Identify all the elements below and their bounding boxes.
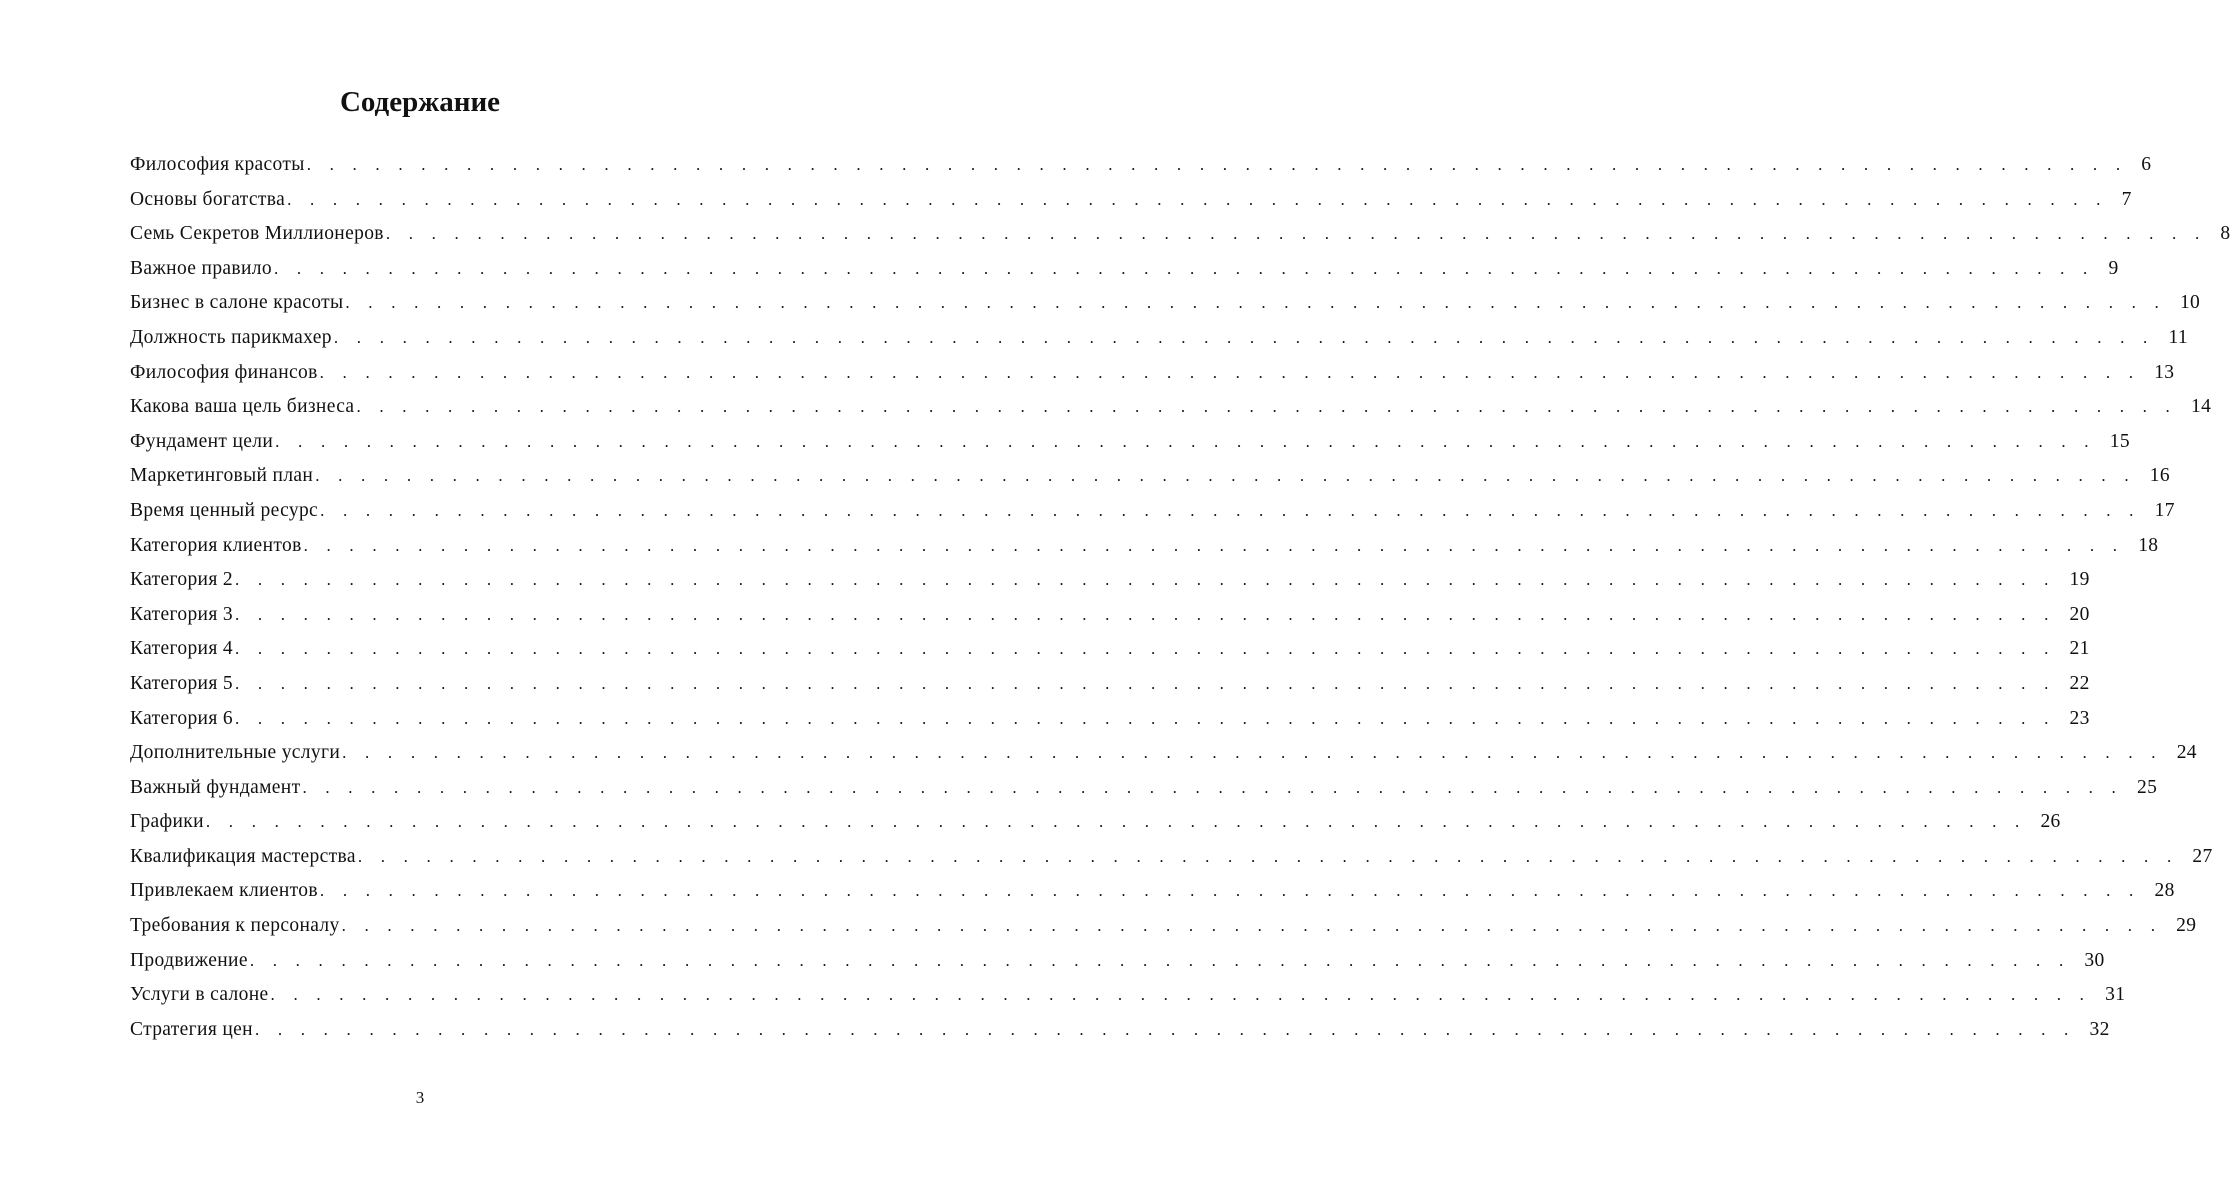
toc-dot-leader: . . . . . . . . . . . . . . . . . . . . . . . . . . . . . . . . . . . . . . . . . . . . . . . . . . . . . . . . . . . . . . . . . . . . . . . . . . . . . . . .	[234, 639, 2056, 659]
toc-entry-title: Категория 5	[130, 672, 233, 694]
toc-entry-title: Привлекаем клиентов	[130, 880, 318, 902]
toc-dot-leader: . . . . . . . . . . . . . . . . . . . . . . . . . . . . . . . . . . . . . . . . . . . . . . . . . . . . . . . . . . . . . . . . . . . . . . . . . . . . . . . .	[254, 1019, 2076, 1039]
toc-dot-leader: . . . . . . . . . . . . . . . . . . . . . . . . . . . . . . . . . . . . . . . . . . . . . . . . . . . . . . . . . . . . . . . . . . . . . . . . . . . . . . . .	[234, 604, 2056, 624]
toc-entry	[130, 321, 2188, 356]
toc-dot-leader: . . . . . . . . . . . . . . . . . . . . . . . . . . . . . . . . . . . . . . . . . . . . . . . . . . . . . . . . . . . . . . . . . . . . . . . . . . . . . . . .	[357, 846, 2179, 866]
toc-entry	[130, 909, 2197, 944]
toc-entry-page: 31	[2105, 984, 2126, 1006]
toc-dot-leader: . . . . . . . . . . . . . . . . . . . . . . . . . . . . . . . . . . . . . . . . . . . . . . . . . . . . . . . . . . . . . . . . . . . . . . . . . . . . . . . .	[385, 224, 2207, 244]
toc-entry	[130, 217, 2231, 252]
toc-entry	[130, 805, 2061, 840]
toc-entry-title: Требования к персоналу	[130, 915, 340, 937]
toc-entry	[130, 529, 2159, 564]
page-title: Содержание	[339, 86, 501, 118]
toc-dot-leader: . . . . . . . . . . . . . . . . . . . . . . . . . . . . . . . . . . . . . . . . . . . . . . . . . . . . . . . . . . . . . . . . . . . . . . . . . . . . . . . .	[205, 812, 2027, 832]
toc-entry	[130, 494, 2175, 529]
toc-entry-page: 23	[2069, 707, 2090, 729]
toc-entry	[130, 459, 2170, 494]
toc-entry-page: 24	[2176, 742, 2197, 764]
toc-entry-title: Основы богатства	[130, 188, 286, 210]
toc-entry-page: 14	[2191, 396, 2212, 418]
toc-entry	[130, 944, 2105, 979]
toc-dot-leader: . . . . . . . . . . . . . . . . . . . . . . . . . . . . . . . . . . . . . . . . . . . . . . . . . . . . . . . . . . . . . . . . . . . . . . . . . . . . . . . .	[303, 535, 2125, 555]
toc-entry-page: 25	[2137, 776, 2158, 798]
toc-entry-page: 19	[2069, 569, 2090, 591]
toc-entry	[130, 356, 2175, 391]
toc-entry-title: Бизнес в салоне красоты	[130, 292, 344, 314]
toc-dot-leader: . . . . . . . . . . . . . . . . . . . . . . . . . . . . . . . . . . . . . . . . . . . . . . . . . . . . . . . . . . . . . . . . . . . . . . . . . . . . . . . .	[234, 570, 2056, 590]
toc-entry-page: 18	[2138, 534, 2159, 556]
toc-dot-leader: . . . . . . . . . . . . . . . . . . . . . . . . . . . . . . . . . . . . . . . . . . . . . . . . . . . . . . . . . . . . . . . . . . . . . . . . . . . . . . . .	[356, 397, 2178, 417]
toc-entry-title: Маркетинговый план	[130, 465, 314, 487]
toc-entry	[130, 598, 2090, 633]
toc-entry-page: 9	[2108, 257, 2119, 279]
toc-entry	[130, 252, 2119, 287]
toc-entry-page: 26	[2040, 811, 2061, 833]
toc-entry-title: Категория 4	[130, 638, 233, 660]
toc-entry-page: 10	[2179, 292, 2201, 314]
toc-entry-title: Философия красоты	[130, 154, 305, 175]
toc-entry-page: 21	[2069, 638, 2090, 660]
toc-dot-leader: . . . . . . . . . . . . . . . . . . . . . . . . . . . . . . . . . . . . . . . . . . . . . . . . . . . . . . . . . . . . . . . . . . . . . . . . . . . . . . . .	[319, 881, 2141, 901]
table-of-contents	[130, 148, 2231, 1047]
toc-dot-leader: . . . . . . . . . . . . . . . . . . . . . . . . . . . . . . . . . . . . . . . . . . . . . . . . . . . . . . . . . . . . . . . . . . . . . . . . . . . . . . . .	[234, 708, 2056, 728]
page-number: 3	[415, 1088, 425, 1107]
toc-dot-leader: . . . . . . . . . . . . . . . . . . . . . . . . . . . . . . . . . . . . . . . . . . . . . . . . . . . . . . . . . . . . . . . . . . . . . . . . . . . . . . . .	[341, 916, 2163, 936]
toc-entry	[130, 1013, 2110, 1048]
toc-entry	[130, 183, 2132, 218]
toc-entry	[130, 736, 2197, 771]
toc-dot-leader: . . . . . . . . . . . . . . . . . . . . . . . . . . . . . . . . . . . . . . . . . . . . . . . . . . . . . . . . . . . . . . . . . . . . . . . . . . . . . . . .	[302, 777, 2124, 797]
toc-entry	[130, 563, 2090, 598]
toc-entry-title: Продвижение	[130, 949, 248, 971]
toc-entry-page: 17	[2154, 499, 2175, 521]
toc-entry	[130, 874, 2175, 909]
toc-entry-title: Услуги в салоне	[130, 984, 269, 1006]
toc-entry-title: Категория 2	[130, 569, 233, 591]
toc-entry-title: Фундамент цели	[130, 430, 274, 452]
toc-dot-leader: . . . . . . . . . . . . . . . . . . . . . . . . . . . . . . . . . . . . . . . . . . . . . . . . . . . . . . . . . . . . . . . . . . . . . . . . . . . . . . . .	[287, 189, 2108, 209]
toc-entry-page: 15	[2109, 430, 2130, 452]
toc-entry-page: 30	[2084, 949, 2105, 971]
toc-entry-page: 8	[2220, 223, 2231, 245]
toc-entry	[130, 840, 2213, 875]
toc-dot-leader: . . . . . . . . . . . . . . . . . . . . . . . . . . . . . . . . . . . . . . . . . . . . . . . . . . . . . . . . . . . . . . . . . . . . . . . . . . . . . . . .	[306, 155, 2128, 174]
toc-entry-title: Семь Секретов Миллионеров	[130, 223, 384, 245]
toc-entry-page: 28	[2154, 880, 2175, 902]
toc-entry-page: 6	[2141, 154, 2152, 175]
toc-dot-leader: . . . . . . . . . . . . . . . . . . . . . . . . . . . . . . . . . . . . . . . . . . . . . . . . . . . . . . . . . . . . . . . . . . . . . . . . . . . . . . . .	[275, 431, 2096, 451]
toc-entry-page: 20	[2069, 603, 2090, 625]
toc-entry-title: Философия финансов	[130, 361, 318, 383]
toc-entry	[130, 425, 2130, 460]
toc-entry-title: Должность парикмахер	[130, 326, 332, 348]
toc-dot-leader: . . . . . . . . . . . . . . . . . . . . . . . . . . . . . . . . . . . . . . . . . . . . . . . . . . . . . . . . . . . . . . . . . . . . . . . . . . . . . . . .	[315, 466, 2136, 486]
toc-entry-title: Стратегия цен	[130, 1018, 253, 1040]
toc-dot-leader: . . . . . . . . . . . . . . . . . . . . . . . . . . . . . . . . . . . . . . . . . . . . . . . . . . . . . . . . . . . . . . . . . . . . . . . . . . . . . . . .	[342, 743, 2163, 763]
toc-entry-page: 22	[2069, 672, 2090, 694]
toc-entry-title: Дополнительные услуги	[130, 742, 341, 764]
toc-entry-title: Время ценный ресурс	[130, 499, 319, 521]
toc-entry	[130, 771, 2158, 806]
toc-entry-title: Квалификация мастерства	[130, 845, 356, 867]
toc-entry-page: 27	[2192, 845, 2213, 867]
toc-entry	[130, 667, 2090, 702]
toc-entry-page: 32	[2089, 1018, 2110, 1040]
toc-entry	[130, 148, 2152, 183]
toc-entry	[130, 978, 2126, 1013]
toc-entry-title: Графики	[130, 811, 204, 833]
toc-entry-page: 11	[2168, 326, 2188, 348]
toc-dot-leader: . . . . . . . . . . . . . . . . . . . . . . . . . . . . . . . . . . . . . . . . . . . . . . . . . . . . . . . . . . . . . . . . . . . . . . . . . . . . . . . .	[234, 673, 2056, 693]
toc-dot-leader: . . . . . . . . . . . . . . . . . . . . . . . . . . . . . . . . . . . . . . . . . . . . . . . . . . . . . . . . . . . . . . . . . . . . . . . . . . . . . . . .	[345, 293, 2166, 313]
toc-entry-title: Важное правило	[130, 257, 272, 279]
toc-dot-leader: . . . . . . . . . . . . . . . . . . . . . . . . . . . . . . . . . . . . . . . . . . . . . . . . . . . . . . . . . . . . . . . . . . . . . . . . . . . . . . . .	[320, 500, 2141, 520]
toc-dot-leader: . . . . . . . . . . . . . . . . . . . . . . . . . . . . . . . . . . . . . . . . . . . . . . . . . . . . . . . . . . . . . . . . . . . . . . . . . . . . . . . .	[273, 258, 2095, 278]
toc-entry-title: Какова ваша цель бизнеса	[130, 396, 355, 418]
toc-entry-page: 13	[2154, 361, 2175, 383]
toc-entry-page: 7	[2121, 188, 2132, 210]
toc-dot-leader: . . . . . . . . . . . . . . . . . . . . . . . . . . . . . . . . . . . . . . . . . . . . . . . . . . . . . . . . . . . . . . . . . . . . . . . . . . . . . . . .	[319, 362, 2141, 382]
toc-entry	[130, 632, 2090, 667]
toc-entry-title: Категория клиентов	[130, 534, 302, 556]
toc-dot-leader: . . . . . . . . . . . . . . . . . . . . . . . . . . . . . . . . . . . . . . . . . . . . . . . . . . . . . . . . . . . . . . . . . . . . . . . . . . . . . . . .	[249, 950, 2071, 970]
toc-entry-page: 29	[2176, 915, 2197, 937]
toc-entry	[130, 390, 2212, 425]
toc-dot-leader: . . . . . . . . . . . . . . . . . . . . . . . . . . . . . . . . . . . . . . . . . . . . . . . . . . . . . . . . . . . . . . . . . . . . . . . . . . . . . . . .	[270, 985, 2092, 1005]
toc-dot-leader: . . . . . . . . . . . . . . . . . . . . . . . . . . . . . . . . . . . . . . . . . . . . . . . . . . . . . . . . . . . . . . . . . . . . . . . . . . . . . . . .	[333, 327, 2155, 347]
toc-entry	[130, 286, 2201, 321]
toc-entry-title: Важный фундамент	[130, 776, 301, 798]
toc-entry-title: Категория 6	[130, 707, 233, 729]
toc-entry-title: Категория 3	[130, 603, 233, 625]
toc-entry	[130, 702, 2090, 737]
toc-entry-page: 16	[2149, 465, 2170, 487]
